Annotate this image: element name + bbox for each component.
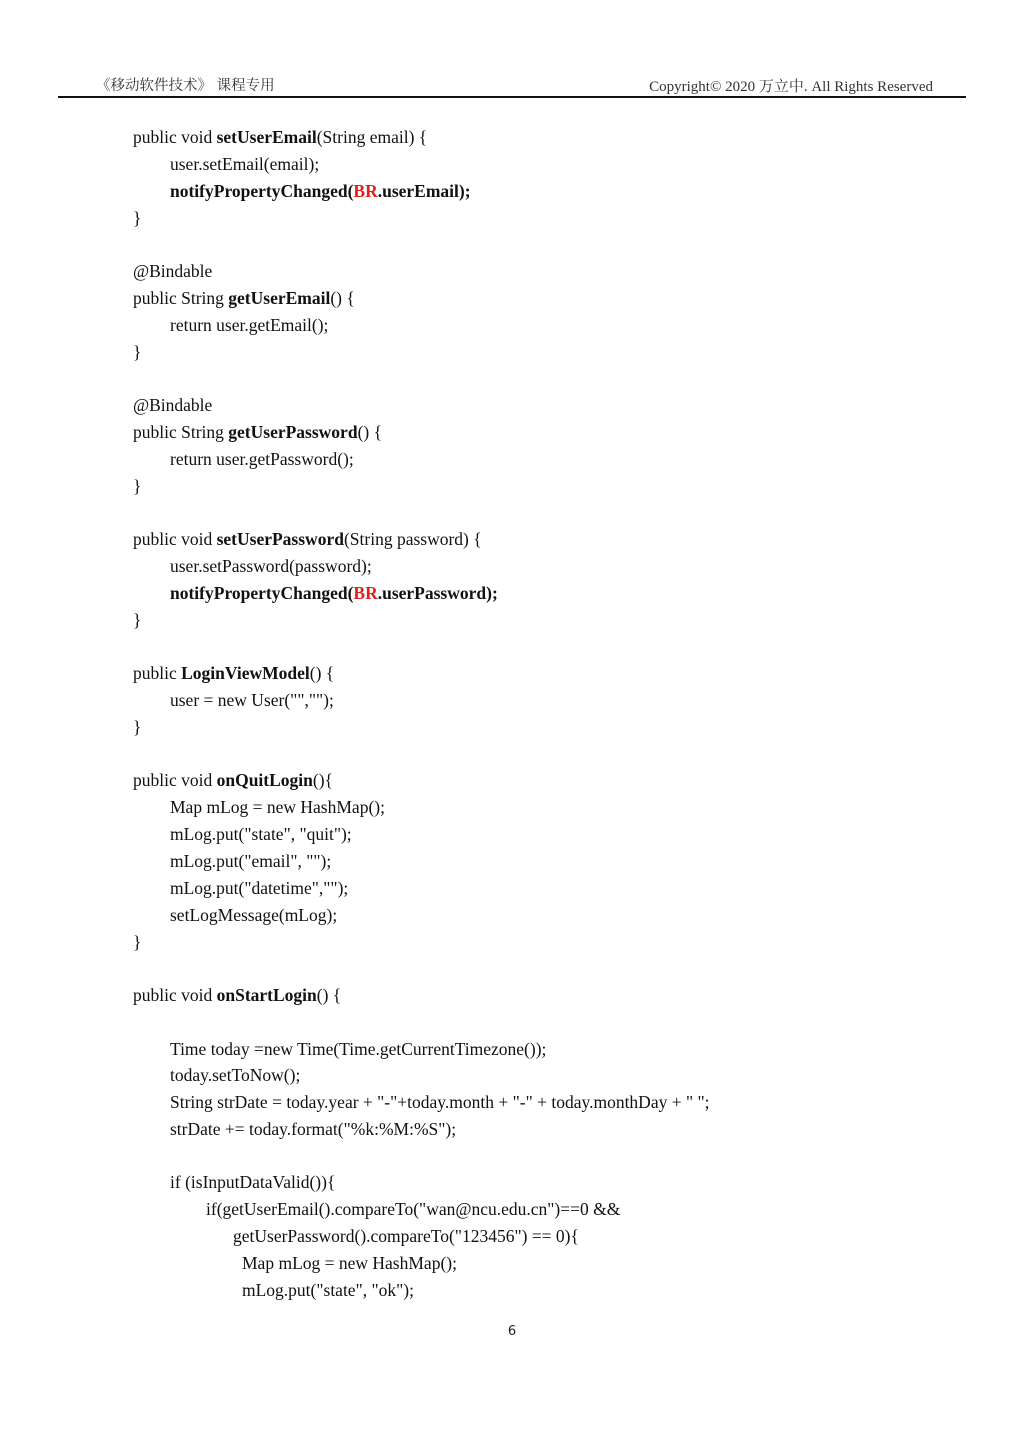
- code-token: getUserPassword().compareTo("123456") == 0){: [233, 1226, 579, 1246]
- code-token-bold: notifyPropertyChanged(: [170, 181, 354, 201]
- code-line: [170, 555, 372, 577]
- code-token-bold: onQuitLogin: [216, 770, 313, 790]
- code-line: [170, 796, 385, 818]
- code-token: @Bindable: [133, 261, 213, 281]
- code-token: public void: [133, 127, 217, 147]
- code-token: setLogMessage(mLog);: [170, 905, 338, 925]
- code-token: return user.getPassword();: [170, 449, 354, 469]
- code-line: [242, 1252, 457, 1274]
- code-line: [133, 126, 427, 148]
- code-token: (){: [312, 770, 333, 790]
- code-token-bold: setUserPassword: [216, 529, 344, 549]
- code-line: [133, 984, 341, 1006]
- copyright-notice: Copyright© 2020 万立中. All Rights Reserved: [649, 79, 933, 95]
- code-line: [170, 1038, 546, 1060]
- code-token: if(getUserEmail().compareTo("wan@ncu.edu.cn")==0 &&: [206, 1199, 621, 1219]
- code-token: @Bindable: [133, 395, 213, 415]
- code-token: today.setToNow();: [170, 1065, 301, 1085]
- header-divider: [58, 96, 966, 98]
- code-line: [170, 850, 331, 872]
- code-token-highlight: BR: [353, 583, 378, 603]
- code-token-bold: setUserEmail: [216, 127, 317, 147]
- code-token: }: [133, 342, 142, 362]
- code-token: public void: [133, 770, 217, 790]
- code-token-bold: onStartLogin: [216, 985, 317, 1005]
- code-token: mLog.put("email", "");: [170, 851, 332, 871]
- code-token-bold: getUserPassword: [228, 422, 358, 442]
- code-token: Map mLog = new HashMap();: [242, 1253, 457, 1273]
- code-token: Map mLog = new HashMap();: [170, 797, 385, 817]
- code-line: [170, 689, 334, 711]
- code-token: () {: [309, 663, 335, 683]
- code-line: [133, 287, 355, 309]
- code-token: user = new User("","");: [170, 690, 334, 710]
- code-token-bold: .userEmail);: [377, 181, 471, 201]
- code-line: [170, 314, 328, 336]
- code-line: [233, 1225, 579, 1247]
- code-line: [170, 153, 319, 175]
- code-token: (String email) {: [316, 127, 428, 147]
- code-line: [170, 1064, 300, 1086]
- code-token: user.setPassword(password);: [170, 556, 372, 576]
- code-line: [170, 877, 348, 899]
- code-token-bold: .userPassword);: [377, 583, 498, 603]
- code-token: mLog.put("state", "ok");: [242, 1280, 414, 1300]
- code-line: [242, 1279, 414, 1301]
- code-token-bold: getUserEmail: [228, 288, 331, 308]
- code-line: [170, 448, 354, 470]
- code-line: [133, 207, 141, 229]
- code-line: [133, 421, 382, 443]
- code-token: mLog.put("datetime","");: [170, 878, 349, 898]
- code-token: user.setEmail(email);: [170, 154, 320, 174]
- code-token: if (isInputDataValid()){: [170, 1172, 336, 1192]
- code-line: [170, 180, 471, 202]
- code-line: [133, 394, 212, 416]
- code-token: }: [133, 208, 142, 228]
- code-token: () {: [316, 985, 342, 1005]
- code-token: public String: [133, 422, 229, 442]
- code-line: [170, 904, 337, 926]
- code-token: public void: [133, 529, 217, 549]
- code-line: [133, 609, 141, 631]
- code-line: [133, 931, 141, 953]
- code-line: [133, 662, 334, 684]
- code-line: [133, 769, 333, 791]
- code-token: public String: [133, 288, 229, 308]
- code-token-bold: notifyPropertyChanged(: [170, 583, 354, 603]
- code-line: [170, 1118, 456, 1140]
- code-line: [133, 475, 141, 497]
- code-line: [133, 528, 482, 550]
- code-token: }: [133, 932, 142, 952]
- code-token: }: [133, 476, 142, 496]
- code-line: [170, 582, 498, 604]
- code-line: [133, 716, 141, 738]
- code-token: Time today =new Time(Time.getCurrentTimezone());: [170, 1039, 547, 1059]
- code-token: public: [133, 663, 182, 683]
- code-token: strDate += today.format("%k:%M:%S");: [170, 1119, 457, 1139]
- code-line: [170, 1171, 335, 1193]
- code-token: (String password) {: [343, 529, 482, 549]
- code-token: String strDate = today.year + "-"+today.month + "-" + today.monthDay + " ";: [170, 1092, 710, 1112]
- code-token-bold: LoginViewModel: [181, 663, 310, 683]
- code-token: () {: [330, 288, 355, 308]
- code-token: }: [133, 717, 142, 737]
- course-title: 《移动软件技术》 课程专用: [96, 78, 275, 94]
- code-line: [170, 823, 352, 845]
- page-number: 6: [507, 1324, 517, 1339]
- code-line: [170, 1091, 709, 1113]
- code-token: mLog.put("state", "quit");: [170, 824, 352, 844]
- code-token: }: [133, 610, 142, 630]
- code-line: [133, 260, 212, 282]
- code-line: [133, 341, 141, 363]
- code-token: public void: [133, 985, 217, 1005]
- code-line: [206, 1198, 620, 1220]
- code-token: return user.getEmail();: [170, 315, 329, 335]
- code-token: () {: [357, 422, 382, 442]
- code-token-highlight: BR: [353, 181, 378, 201]
